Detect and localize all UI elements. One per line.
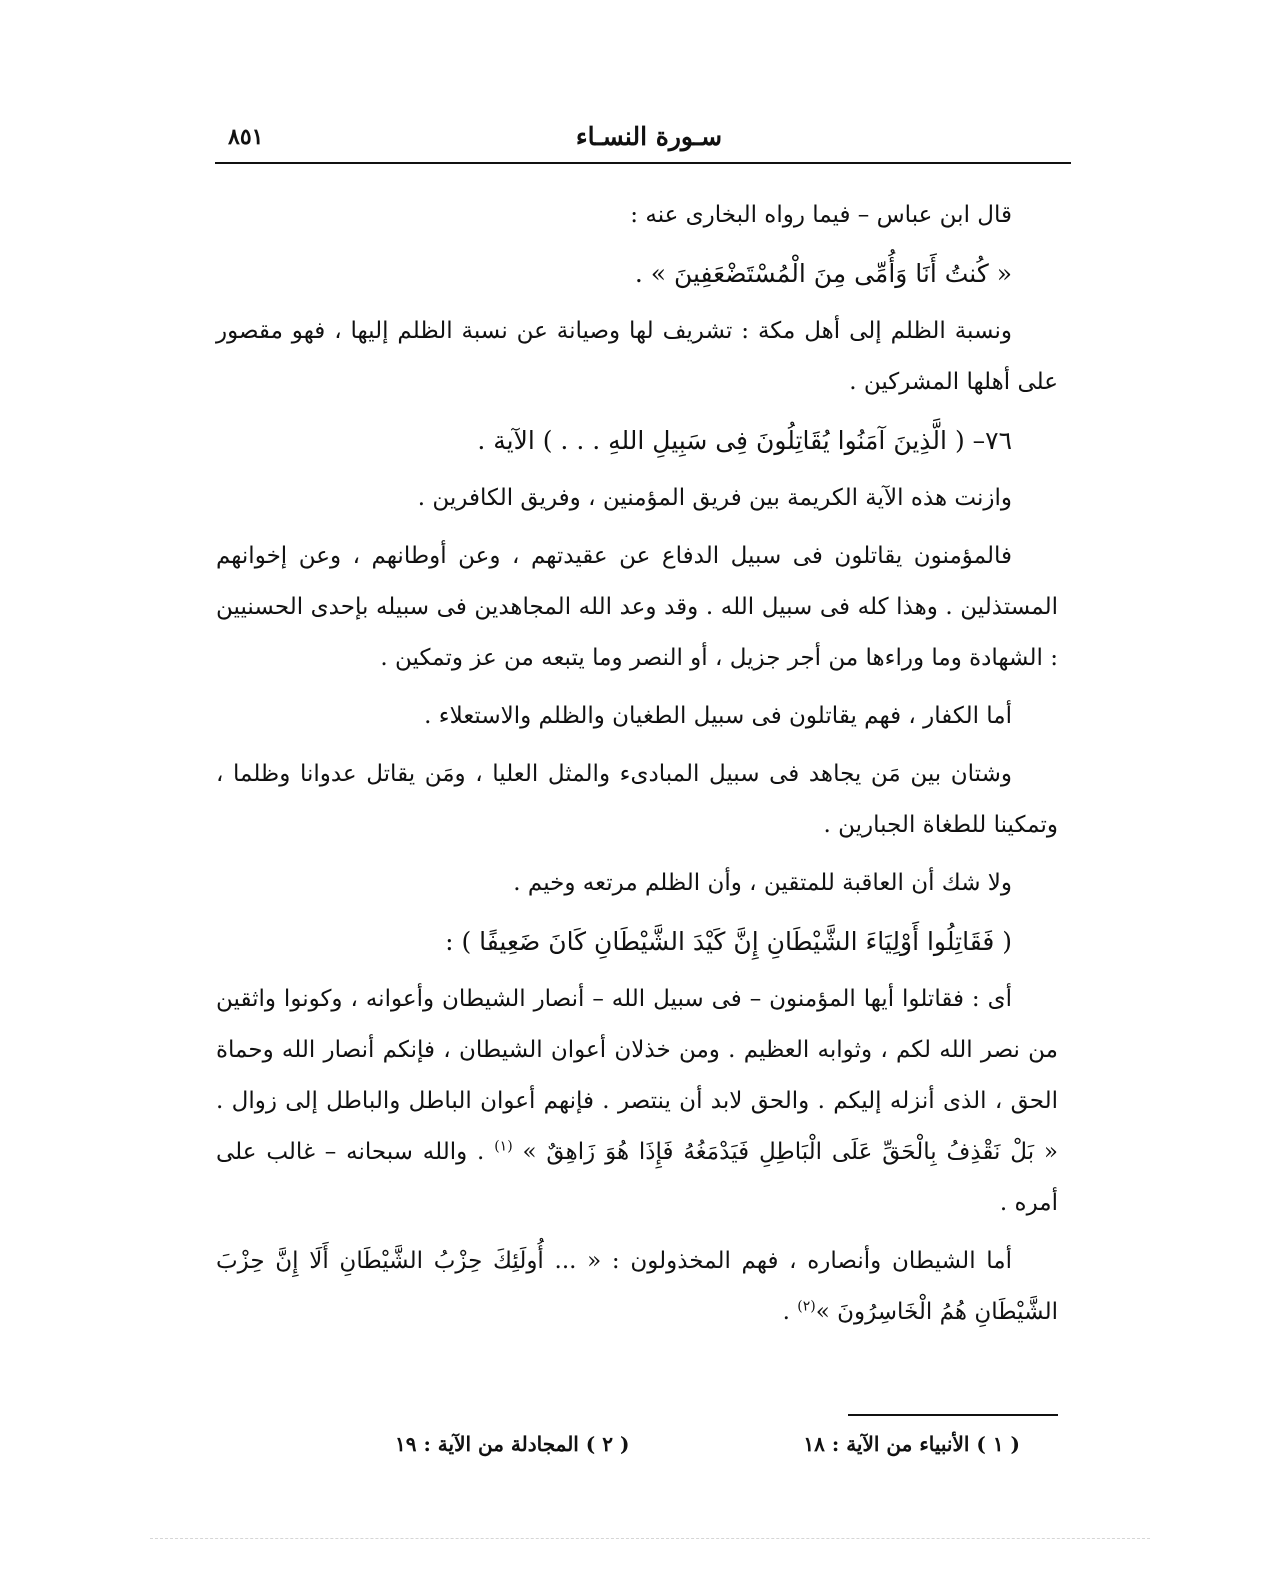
paragraph-comparison: وازنت هذه الآية الكريمة بين فريق المؤمنين ، وفريق الكافرين . xyxy=(417,485,1012,511)
paragraph-oppression: ونسبة الظلم إلى أهل مكة : تشريف لها وصيانة عن نسبة الظلم إليها ، فهو مقصور على أهلها المشركين . xyxy=(216,318,1058,395)
conclusion-text-end: . xyxy=(782,1299,798,1325)
hadith-quote: « كُنتُ أَنَا وَأُمِّى مِنَ الْمُسْتَضْعَفِينَ » . xyxy=(634,259,1012,288)
paragraph-disbelievers: أما الكفار ، فهم يقاتلون فى سبيل الطغيان والظلم والاستعلاء . xyxy=(424,703,1012,729)
chapter-title: سـورة النسـاء xyxy=(575,122,723,151)
paragraph-conclusion xyxy=(216,1236,1058,1338)
explanation-text-end: . والله سبحانه – غالب على أمره . xyxy=(216,1139,1058,1216)
scan-edge-line xyxy=(150,1538,1150,1539)
verse-fight: ( فَقَاتِلُوا أَوْلِيَاءَ الشَّيْطَانِ إِنَّ كَيْدَ الشَّيْطَانِ كَانَ ضَعِيفًا ) : xyxy=(445,927,1012,956)
paragraph-believers: فالمؤمنون يقاتلون فى سبيل الدفاع عن عقيدتهم ، وعن أوطانهم ، وعن إخوانهم المستذلين . وهذا كله فى سبيل الله . وقد وعد الله المجاهدين فى سبيله بإحدى الحسنيين : الشهادة وما وراءها من أجر جزيل ، أو النصر وما يتبعه من عز وتمكين . xyxy=(216,543,1058,671)
footnote-2: ( ٢ ) المجادلة من الآية : ١٩ xyxy=(395,1432,630,1456)
paragraph-explanation xyxy=(216,974,1058,1229)
paragraph-outcome: ولا شك أن العاقبة للمتقين ، وأن الظلم مرتعه وخيم . xyxy=(513,870,1012,896)
conclusion-text: أما الشيطان وأنصاره ، فهم المخذولون : « ... أُولَئِكَ حِزْبُ الشَّيْطَانِ أَلَا إِنَّ حِزْبَ الشَّيْطَانِ هُمُ الْخَاسِرُونَ » xyxy=(216,1248,1058,1325)
footnote-1: ( ١ ) الأنبياء من الآية : ١٨ xyxy=(803,1432,1020,1456)
paragraph-contrast: وشتان بين مَن يجاهد فى سبيل المبادىء والمثل العليا ، ومَن يقاتل عدوانا وظلما ، وتمكينا للطغاة الجبارين . xyxy=(216,761,1058,838)
explanation-text: أى : فقاتلوا أيها المؤمنون – فى سبيل الله – أنصار الشيطان وأعوانه ، وكونوا واثقين من نصر الله لكم ، وثوابه العظيم . ومن خذلان أعوان الشيطان ، فإنكم أنصار الله وحماة الحق ، الذى أنزله إليكم . والحق لابد أن ينتصر . فإنهم أعوان الباطل والباطل إلى زوال . « بَلْ نَقْذِفُ بِالْحَقِّ عَلَى الْبَاطِلِ فَيَدْمَغُهُ فَإِذَا هُوَ زَاهِقٌ » xyxy=(216,986,1059,1165)
footnote-divider xyxy=(848,1414,1058,1416)
footnote-marker-2: (٢) xyxy=(797,1298,816,1315)
footnotes xyxy=(395,1432,1020,1466)
paragraph-intro: قال ابن عباس – فيما رواه البخارى عنه : xyxy=(630,202,1012,228)
page-header xyxy=(228,118,1070,158)
footnote-marker-1: (١) xyxy=(494,1138,513,1155)
header-divider xyxy=(215,162,1071,164)
verse-76: ٧٦– ( الَّذِينَ آمَنُوا يُقَاتِلُونَ فِى سَبِيلِ اللهِ . . . ) الآية . xyxy=(477,426,1012,455)
page-number: ٨٥١ xyxy=(228,124,264,150)
page-body xyxy=(216,190,1058,1345)
